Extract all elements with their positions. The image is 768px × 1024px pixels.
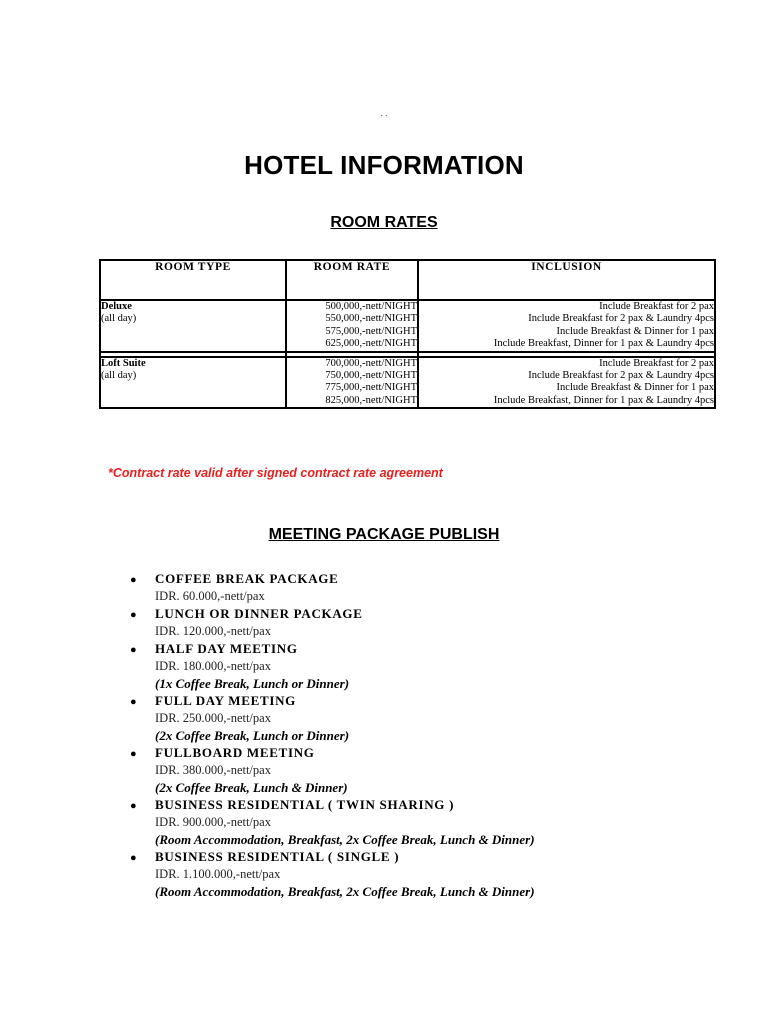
bullet-icon: ● xyxy=(130,609,137,621)
package-price: IDR. 60.000,-nett/pax xyxy=(155,589,265,603)
package-name: COFFEE BREAK PACKAGE xyxy=(155,571,339,586)
package-price: IDR. 900.000,-nett/pax xyxy=(155,815,271,829)
package-name: HALF DAY MEETING xyxy=(155,641,298,656)
package-price: IDR. 380.000,-nett/pax xyxy=(155,763,271,777)
rate-line: 775,000,-nett/NIGHT xyxy=(325,382,417,394)
list-item xyxy=(130,744,535,796)
inclusion-line: Include Breakfast for 2 pax & Laundry 4pcs xyxy=(528,313,714,325)
package-price: IDR. 180.000,-nett/pax xyxy=(155,659,271,673)
package-price: IDR. 120.000,-nett/pax xyxy=(155,624,271,638)
inclusion-line: Include Breakfast for 2 pax & Laundry 4pcs xyxy=(528,370,714,382)
table-row xyxy=(100,300,715,352)
inclusion-line: Include Breakfast for 2 pax xyxy=(599,301,714,312)
rate-line: 700,000,-nett/NIGHT xyxy=(325,357,417,369)
rate-line: 625,000,-nett/NIGHT xyxy=(325,338,417,350)
inclusion-line: Include Breakfast, Dinner for 1 pax & Laundry 4pcs xyxy=(493,394,714,406)
package-detail: (Room Accommodation, Breakfast, 2x Coffee Break, Lunch & Dinner) xyxy=(155,884,535,899)
table-header-row xyxy=(100,260,715,300)
meeting-package-list xyxy=(130,570,535,900)
header-dots: . . xyxy=(380,108,388,118)
column-header-room-type: ROOM TYPE xyxy=(100,260,286,300)
meeting-package-title: MEETING PACKAGE PUBLISH xyxy=(268,526,500,543)
list-item xyxy=(130,605,535,640)
room-rate-cell xyxy=(286,357,418,409)
list-item xyxy=(130,848,535,900)
rate-line: 550,000,-nett/NIGHT xyxy=(325,313,417,325)
package-name: LUNCH OR DINNER PACKAGE xyxy=(155,606,363,621)
package-price: IDR. 250.000,-nett/pax xyxy=(155,711,271,725)
bullet-icon: ● xyxy=(130,696,137,708)
room-type-sub: (all day) xyxy=(101,313,137,324)
package-detail: (Room Accommodation, Breakfast, 2x Coffee Break, Lunch & Dinner) xyxy=(155,832,535,847)
package-price: IDR. 1.100.000,-nett/pax xyxy=(155,867,281,881)
rate-line: 575,000,-nett/NIGHT xyxy=(325,325,417,337)
package-detail: (1x Coffee Break, Lunch or Dinner) xyxy=(155,676,350,691)
room-rate-cell xyxy=(286,300,418,352)
column-header-inclusion: INCLUSION xyxy=(418,260,715,300)
package-detail: (2x Coffee Break, Lunch or Dinner) xyxy=(155,728,350,743)
page-title: HOTEL INFORMATION xyxy=(244,150,524,180)
room-type-cell xyxy=(100,300,286,352)
bullet-icon: ● xyxy=(130,748,137,760)
inclusion-cell xyxy=(418,357,715,409)
list-item xyxy=(130,570,535,605)
list-item xyxy=(130,796,535,848)
package-name: FULLBOARD MEETING xyxy=(155,745,315,760)
room-type-sub: (all day) xyxy=(101,369,137,381)
list-item xyxy=(130,692,535,744)
package-name: FULL DAY MEETING xyxy=(155,693,296,708)
room-rates-title: ROOM RATES xyxy=(330,214,438,231)
bullet-icon: ● xyxy=(130,574,137,586)
bullet-icon: ● xyxy=(130,644,137,656)
contract-rate-note: *Contract rate valid after signed contract rate agreement xyxy=(108,466,443,480)
room-type-name: Loft Suite xyxy=(101,357,146,369)
bullet-icon: ● xyxy=(130,800,137,812)
package-name: BUSINESS RESIDENTIAL ( TWIN SHARING ) xyxy=(155,797,455,812)
room-type-name: Deluxe xyxy=(101,301,132,312)
inclusion-line: Include Breakfast & Dinner for 1 pax xyxy=(556,325,714,337)
package-name: BUSINESS RESIDENTIAL ( SINGLE ) xyxy=(155,849,400,864)
package-detail: (2x Coffee Break, Lunch & Dinner) xyxy=(155,780,348,795)
list-item xyxy=(130,640,535,692)
inclusion-cell xyxy=(418,300,715,352)
rate-line: 750,000,-nett/NIGHT xyxy=(325,370,417,382)
bullet-icon: ● xyxy=(130,852,137,864)
inclusion-line: Include Breakfast, Dinner for 1 pax & Laundry 4pcs xyxy=(493,338,714,350)
rate-line: 500,000,-nett/NIGHT xyxy=(325,301,417,312)
rate-line: 825,000,-nett/NIGHT xyxy=(325,394,417,406)
column-header-room-rate: ROOM RATE xyxy=(286,260,418,300)
inclusion-line: Include Breakfast for 2 pax xyxy=(599,357,714,369)
inclusion-line: Include Breakfast & Dinner for 1 pax xyxy=(556,382,714,394)
room-rates-table xyxy=(99,259,716,409)
room-type-cell xyxy=(100,357,286,409)
table-row xyxy=(100,357,715,409)
